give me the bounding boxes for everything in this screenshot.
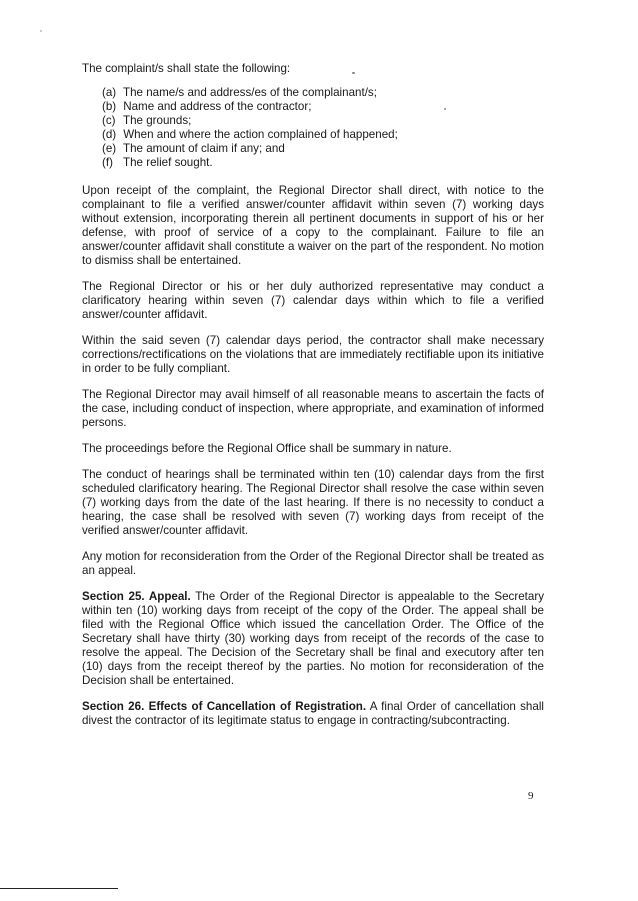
footer-rule (0, 888, 118, 889)
list-item-label: (a) (102, 86, 117, 99)
paragraph-summary-proceedings: The proceedings before the Regional Office shall be summary in nature. (82, 442, 452, 455)
scan-speck (352, 72, 355, 74)
list-item-label: (d) (102, 128, 117, 141)
section-25 (82, 590, 544, 688)
list-item-text: The amount of claim if any; and (123, 142, 285, 155)
paragraph-ascertain-facts: The Regional Director may avail himself of all reasonable means to ascertain the facts of the case, including conduct of inspection, where appropriate, and examination of informed persons. (82, 388, 544, 429)
page-content (82, 62, 544, 740)
list-item-text: The grounds; (123, 114, 192, 127)
section-25-title: Section 25. Appeal. (82, 590, 191, 603)
paragraph-clarificatory-hearing: The Regional Director or his or her duly authorized representative may conduct a clarificatory hearing within seven (7) calendar days within which to file a verified answer/counter affidavit. (82, 280, 544, 321)
list-item-label: (e) (102, 142, 117, 155)
section-26-title: Section 26. Effects of Cancellation of Registration. (82, 700, 367, 713)
list-item-text: Name and address of the contractor; (123, 100, 312, 113)
list-item-text: The relief sought. (123, 156, 213, 169)
requirements-list (102, 86, 544, 170)
list-item (102, 114, 544, 128)
list-item-label: (c) (102, 114, 116, 127)
list-item (102, 86, 544, 100)
list-item (102, 128, 544, 142)
scan-speck (444, 108, 446, 110)
intro-text: The complaint/s shall state the following: (82, 62, 291, 75)
list-item-text: When and where the action complained of happened; (123, 128, 398, 141)
section-26 (82, 700, 544, 728)
page-number: 9 (528, 790, 534, 802)
section-26-text: A final Order of cancellation shall divest the contractor of its legitimate status to engage in contracting/subcontracting. (82, 700, 544, 727)
paragraph-motion-reconsideration: Any motion for reconsideration from the Order of the Regional Director shall be treated as an appeal. (82, 550, 544, 577)
list-item-label: (b) (102, 100, 117, 113)
paragraph-hearing-termination: The conduct of hearings shall be terminated within ten (10) calendar days from the first scheduled clarificatory hearing. The Regional Director shall resolve the case within seven (7) working days from the date of the last hearing. If there is no necessity to conduct a hearing, the case shall be resolved with seven (7) working days from receipt of the verified answer/counter affidavit. (82, 468, 544, 537)
list-item (102, 100, 544, 114)
section-25-text: The Order of the Regional Director is appealable to the Secretary within ten (10) working days from receipt of the copy of the Order. The appeal shall be filed with the Regional Office which issued the cancellation Order. The Office of the Secretary shall have thirty (30) working days from receipt of the records of the case to resolve the appeal. The Decision of the Secretary shall be final and executory after ten (10) days from the receipt thereof by the parties. No motion for reconsideration of the Decision shall be entertained. (82, 590, 544, 687)
scan-speck (40, 30, 42, 32)
list-item (102, 142, 544, 156)
list-item (102, 156, 544, 170)
paragraph-receipt: Upon receipt of the complaint, the Regional Director shall direct, with notice to the complainant to file a verified answer/counter affidavit within seven (7) working days without extension, incorporating therein all pertinent documents in support of his or her defense, with proof of service of a copy to the complainant. Failure to file an answer/counter affidavit shall constitute a waiver on the part of the respondent. No motion to dismiss shall be entertained. (82, 184, 544, 267)
list-item-text: The name/s and address/es of the complainant/s; (123, 86, 377, 99)
paragraph-rectifications: Within the said seven (7) calendar days period, the contractor shall make necessary corrections/rectifications on the violations that are immediately rectifiable upon its initiative in order to be fully compliant. (82, 334, 544, 375)
list-item-label: (f) (102, 156, 113, 169)
